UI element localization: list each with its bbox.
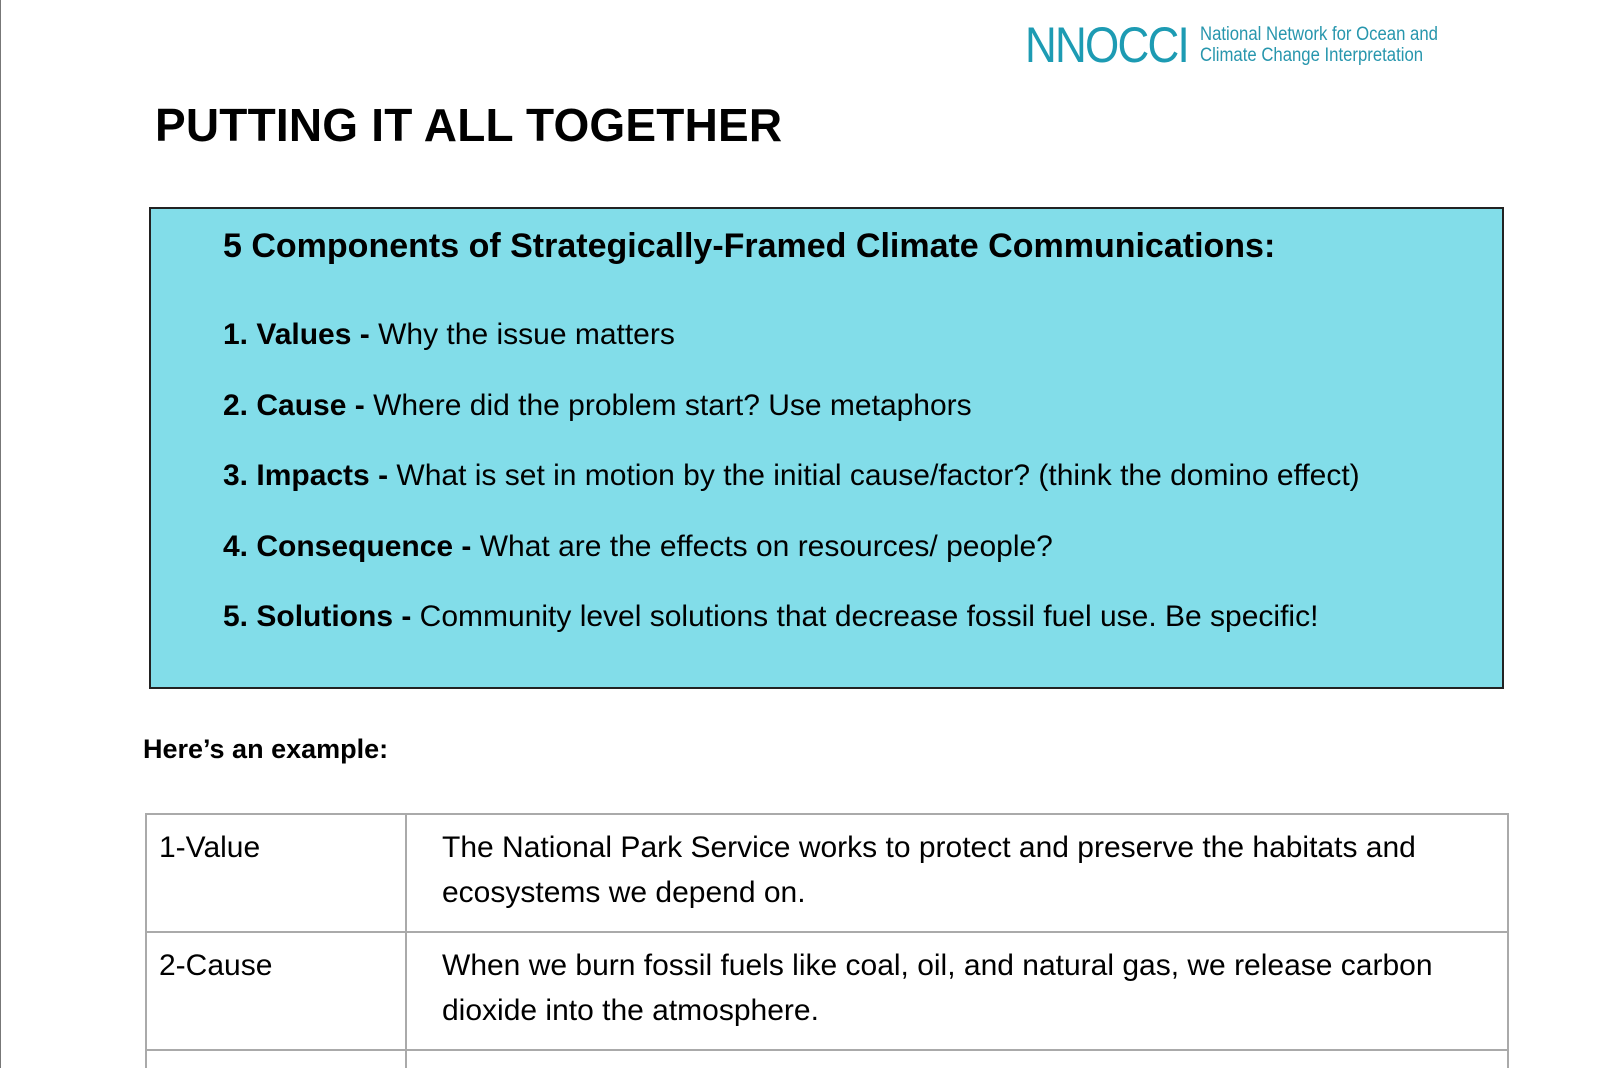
row-label-cell — [146, 1050, 406, 1068]
example-label: Here’s an example: — [143, 734, 389, 764]
row-label-cell: 1-Value — [146, 814, 406, 932]
logo-tagline — [1200, 24, 1438, 66]
row-text-cell: The National Park Service works to protect and preserve the habitats and ecosystems we depend on. — [406, 814, 1508, 932]
row-text-cell: When we burn fossil fuels like coal, oil, and natural gas, we release carbon dioxide into the atmosphere. — [406, 932, 1508, 1050]
component-term: 4. Consequence - — [223, 529, 480, 563]
component-item-values — [223, 317, 1360, 388]
callout-heading: 5 Components of Strategically-Framed Climate Communications: — [223, 227, 1276, 265]
component-description: Community level solutions that decrease fossil fuel use. Be specific! — [419, 600, 1319, 633]
component-item-impacts — [223, 458, 1360, 529]
logo-wordmark: NNOCCI — [1025, 17, 1188, 73]
page-title: PUTTING IT ALL TOGETHER — [155, 99, 783, 151]
logo-tagline-line-2: Climate Change Interpretation — [1200, 45, 1424, 66]
component-description: Where did the problem start? Use metaphors — [373, 388, 972, 422]
component-item-solutions — [223, 599, 1360, 670]
component-term: 1. Values - — [223, 318, 379, 351]
component-term: 5. Solutions - — [223, 600, 420, 633]
logo-tagline-line-1: National Network for Ocean and — [1200, 24, 1439, 45]
component-description: What are the effects on resources/ people? — [479, 529, 1053, 563]
row-text-cell — [406, 1050, 1508, 1068]
components-list — [223, 317, 1360, 670]
table-row-partial — [146, 1050, 1508, 1068]
nnocci-logo — [1025, 17, 1471, 73]
example-table — [145, 813, 1509, 1068]
component-term: 3. Impacts - — [223, 459, 397, 492]
components-callout-box — [149, 207, 1504, 689]
row-label-cell: 2-Cause — [146, 932, 406, 1050]
component-item-cause — [223, 388, 1360, 459]
component-item-consequence — [223, 529, 1360, 600]
component-description: Why the issue matters — [378, 318, 675, 351]
component-description: What is set in motion by the initial cause/factor? (think the domino effect) — [396, 459, 1360, 492]
component-term: 2. Cause - — [223, 388, 374, 422]
table-row — [146, 932, 1508, 1050]
table-row — [146, 814, 1508, 932]
